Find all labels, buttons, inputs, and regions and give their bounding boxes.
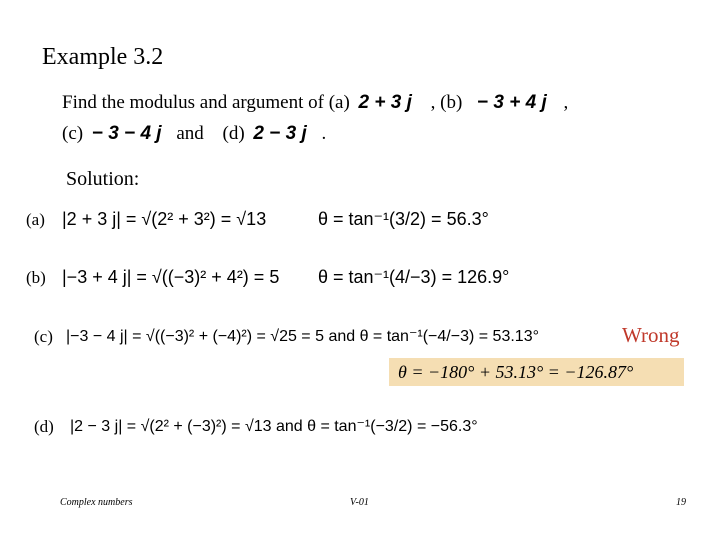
solution-d-label: (d) [34,417,54,436]
solution-d-modulus: |2 − 3 j| = √(2² + (−3)²) = √13 and θ = tan⁻¹(−3/2) = −56.3° [70,418,478,435]
wrong-note: Wrong [622,323,680,347]
solution-b-argument: θ = tan⁻¹(4/−3) = 126.9° [318,267,510,287]
solution-b-modulus: |−3 + 4 j| = √((−3)² + 4²) = 5 [62,267,280,287]
question-b-expr: − 3 + 4 j [477,92,547,113]
question-line-1 [62,92,568,114]
question-c-expr: − 3 − 4 j [91,123,162,144]
question-line-2 [62,123,326,145]
question-b-suffix: , [563,92,569,113]
footer-left: Complex numbers [60,497,133,508]
slide-title: Example 3.2 [42,44,164,70]
question-a-label: (a) [328,92,350,113]
solution-a-modulus: |2 + 3 j| = √(2² + 3²) = √13 [62,209,267,229]
footer-page-number: 19 [676,497,686,508]
footer-center: V-01 [350,497,369,508]
question-d-label: (d) [222,123,245,144]
solution-b-label: (b) [26,268,46,287]
question-d-expr: 2 − 3 j [253,123,307,144]
question-d-suffix: . [321,123,327,144]
solution-c-correction: θ = −180° + 53.13° = −126.87° [398,362,634,382]
question-and: and [176,123,204,144]
question-prefix: Find the modulus and argument of [62,92,324,113]
solution-c-label: (c) [34,327,53,346]
question-b-label: , (b) [430,92,463,113]
solution-a-label: (a) [26,210,45,229]
solution-label: Solution: [66,168,140,190]
solution-a-argument: θ = tan⁻¹(3/2) = 56.3° [318,209,489,229]
solution-c-modulus: |−3 − 4 j| = √((−3)² + (−4)²) = √25 = 5 and θ = tan⁻¹(−4/−3) = 53.13° [66,328,539,345]
question-c-label: (c) [62,123,84,144]
question-a-expr: 2 + 3 j [358,92,412,113]
